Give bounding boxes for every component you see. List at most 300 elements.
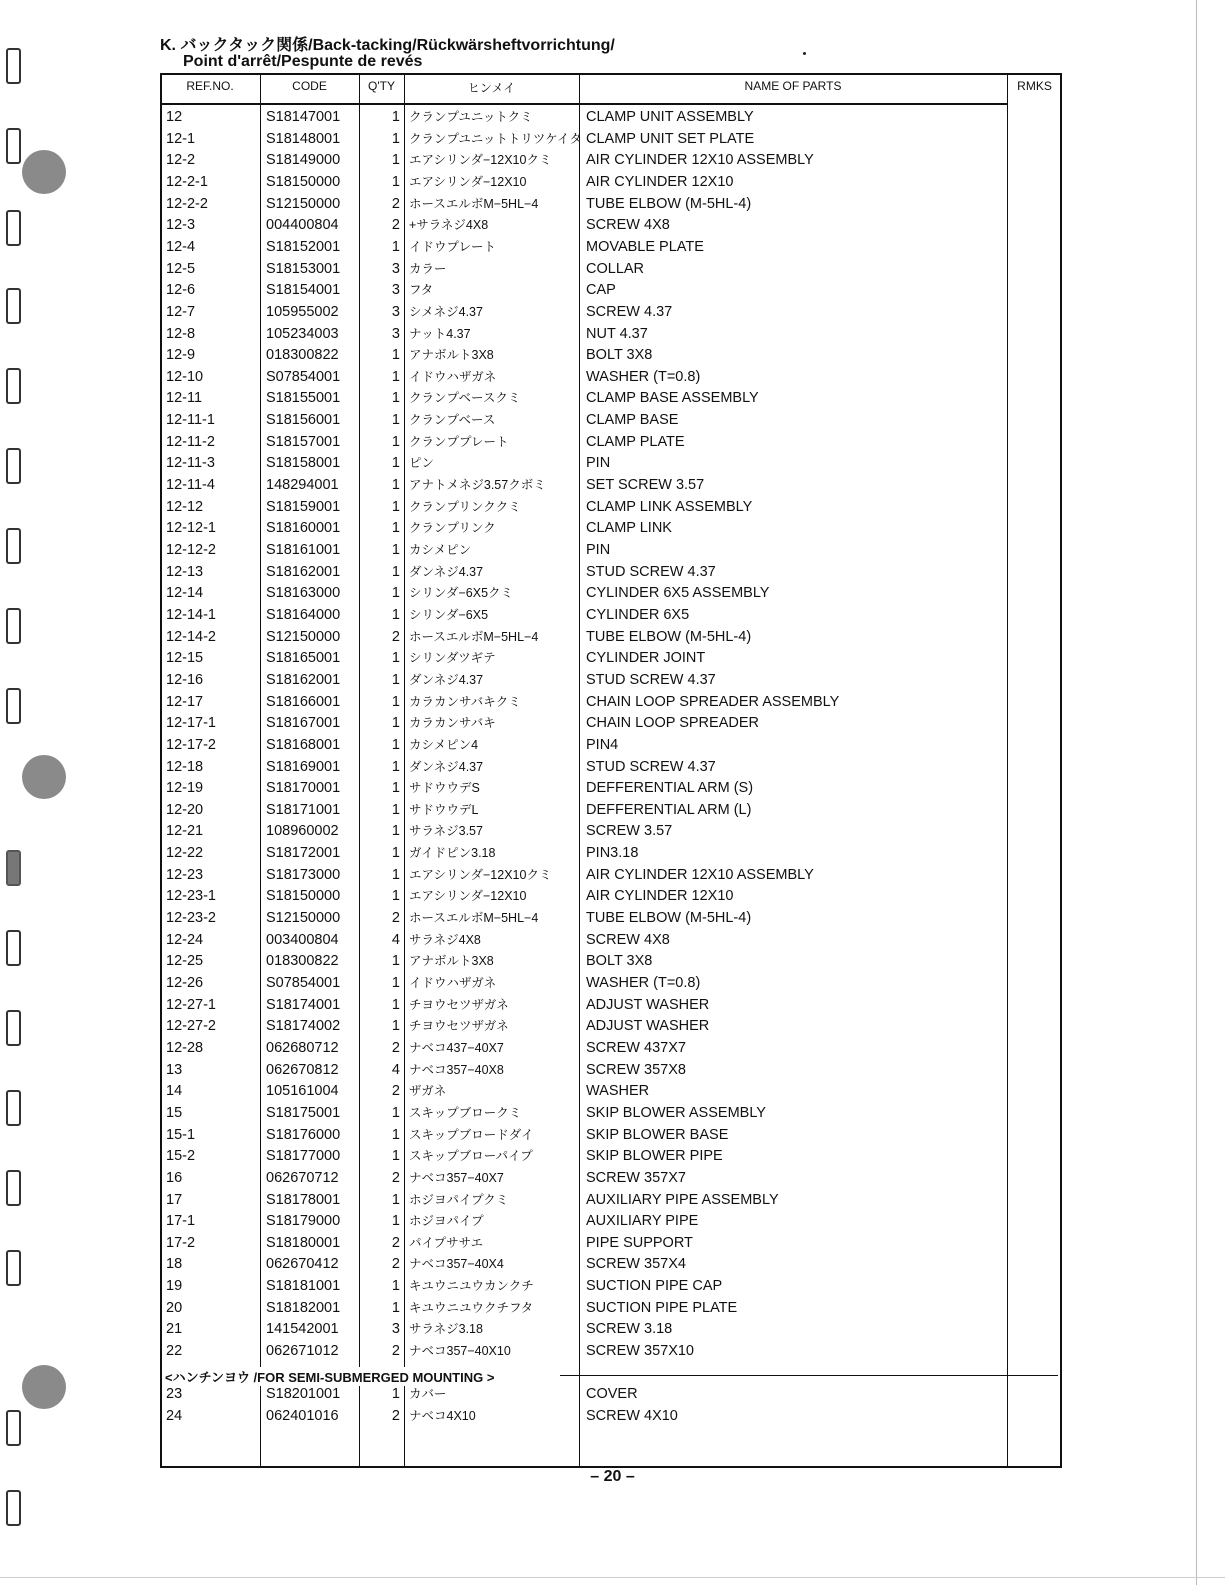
hinmei-cell: イドウプレート bbox=[409, 239, 497, 254]
code-cell: S18178001 bbox=[266, 1191, 341, 1208]
hinmei-cell: カバー bbox=[409, 1387, 447, 1401]
qty-cell: 3 bbox=[391, 303, 400, 320]
punch-mark bbox=[22, 755, 66, 799]
hinmei-cell: ホジヨパイプ bbox=[409, 1214, 484, 1229]
hinmei-cell: カシメピン4 bbox=[409, 737, 479, 752]
ref-cell: 12-1 bbox=[166, 130, 196, 147]
punch-mark bbox=[22, 1365, 66, 1409]
hinmei-cell: ナベコ437−40X7 bbox=[409, 1040, 504, 1055]
ref-cell: 12-11-1 bbox=[166, 412, 215, 429]
qty-cell: 1 bbox=[391, 1191, 400, 1208]
part-name-cell: STUD SCREW 4.37 bbox=[586, 758, 716, 775]
hinmei-cell: シメネジ4.37 bbox=[409, 304, 483, 319]
code-cell: S18157001 bbox=[266, 433, 341, 450]
qty-cell: 1 bbox=[391, 412, 400, 429]
header-name-of-parts: NAME OF PARTS bbox=[744, 79, 842, 93]
hinmei-cell: サドウウデS bbox=[409, 781, 480, 796]
qty-cell: 1 bbox=[391, 671, 400, 688]
code-cell: S18164000 bbox=[266, 606, 341, 623]
qty-cell: 1 bbox=[391, 1299, 400, 1316]
column-divider bbox=[260, 73, 261, 1468]
code-cell: S18163000 bbox=[266, 585, 341, 602]
hinmei-cell: +サラネジ4X8 bbox=[409, 218, 489, 233]
part-name-cell: MOVABLE PLATE bbox=[586, 238, 704, 255]
ref-cell: 12-28 bbox=[166, 1039, 204, 1056]
code-cell: S18201001 bbox=[266, 1386, 341, 1402]
binder-hole bbox=[6, 1170, 21, 1206]
qty-cell: 1 bbox=[391, 455, 400, 472]
header-rule bbox=[160, 103, 1007, 105]
qty-cell: 2 bbox=[391, 910, 400, 927]
qty-cell: 1 bbox=[391, 996, 400, 1013]
ref-cell: 12-20 bbox=[166, 801, 204, 818]
ref-cell: 12-14 bbox=[166, 585, 204, 602]
ref-cell: 12-14-2 bbox=[166, 628, 216, 645]
ref-cell: 22 bbox=[166, 1343, 183, 1360]
part-name-cell: DEFFERENTIAL ARM (L) bbox=[586, 801, 752, 818]
part-name-cell: PIN bbox=[586, 542, 611, 558]
code-cell: S18177000 bbox=[266, 1148, 341, 1165]
ref-cell: 12-11-3 bbox=[166, 455, 215, 472]
qty-cell: 2 bbox=[391, 1039, 400, 1056]
qty-cell: 2 bbox=[391, 628, 400, 645]
part-name-cell: SET SCREW 3.57 bbox=[586, 477, 705, 494]
part-name-cell: SUCTION PIPE CAP bbox=[586, 1278, 723, 1295]
part-name-cell: SKIP BLOWER BASE bbox=[586, 1126, 729, 1143]
hinmei-cell: イドウハザガネ bbox=[409, 369, 497, 384]
code-cell: S18174002 bbox=[266, 1018, 341, 1035]
part-name-cell: CHAIN LOOP SPREADER bbox=[586, 715, 759, 732]
part-name-cell: ADJUST WASHER bbox=[586, 1018, 710, 1035]
hinmei-cell: ホジヨパイプクミ bbox=[409, 1192, 509, 1207]
hinmei-cell: サドウウデL bbox=[409, 802, 479, 817]
qty-cell: 1 bbox=[391, 1213, 400, 1230]
ref-cell: 12-13 bbox=[166, 563, 204, 580]
qty-cell: 3 bbox=[391, 282, 400, 299]
code-cell: S18150000 bbox=[266, 888, 341, 905]
qty-cell: 2 bbox=[391, 1169, 400, 1186]
code-cell: S18180001 bbox=[266, 1234, 341, 1251]
page-edge bbox=[0, 1577, 1225, 1578]
binder-hole bbox=[6, 1490, 21, 1526]
qty-cell: 1 bbox=[391, 1126, 400, 1143]
hinmei-cell: カラカンサバキクミ bbox=[409, 694, 521, 709]
hinmei-cell: ホースエルボM−5HL−4 bbox=[409, 196, 539, 211]
code-cell: 062670712 bbox=[266, 1169, 339, 1186]
hinmei-cell: クランプベース bbox=[409, 413, 496, 428]
code-cell: S18155001 bbox=[266, 390, 341, 407]
ref-cell: 16 bbox=[166, 1169, 183, 1186]
hinmei-cell: カシメピン bbox=[409, 543, 472, 557]
hinmei-cell: キユウニユウクチフタ bbox=[409, 1300, 534, 1315]
code-cell: S12150000 bbox=[266, 195, 341, 212]
code-cell: S18154001 bbox=[266, 282, 341, 299]
part-name-cell: PIPE SUPPORT bbox=[586, 1234, 693, 1251]
code-cell: S12150000 bbox=[266, 910, 341, 927]
code-cell: S18182001 bbox=[266, 1299, 341, 1316]
code-cell: S18147001 bbox=[266, 109, 341, 125]
qty-cell: 1 bbox=[391, 238, 400, 255]
hinmei-cell: ダンネジ4.37 bbox=[409, 672, 484, 687]
code-cell: 018300822 bbox=[266, 347, 339, 364]
qty-cell: 2 bbox=[391, 217, 400, 234]
qty-cell: 1 bbox=[391, 152, 400, 169]
qty-cell: 1 bbox=[391, 520, 400, 537]
code-cell: 105161004 bbox=[266, 1083, 339, 1100]
ref-cell: 18 bbox=[166, 1256, 183, 1273]
hinmei-cell: サラネジ4X8 bbox=[409, 932, 481, 947]
qty-cell: 1 bbox=[391, 542, 400, 558]
part-name-cell: CAP bbox=[586, 282, 616, 299]
hinmei-cell: クランプユニットトリツケイタ bbox=[409, 131, 582, 146]
part-name-cell: CLAMP UNIT SET PLATE bbox=[586, 130, 755, 147]
qty-cell: 1 bbox=[391, 693, 400, 710]
part-name-cell: TUBE ELBOW (M-5HL-4) bbox=[586, 910, 752, 927]
binder-hole bbox=[6, 528, 21, 564]
part-name-cell: SCREW 357X7 bbox=[586, 1169, 686, 1186]
qty-cell: 1 bbox=[391, 347, 400, 364]
binder-hole bbox=[6, 1090, 21, 1126]
code-cell: S18158001 bbox=[266, 455, 341, 472]
code-cell: S18176000 bbox=[266, 1126, 341, 1143]
code-cell: 105955002 bbox=[266, 303, 339, 320]
hinmei-cell: スキップブロークミ bbox=[409, 1105, 522, 1120]
part-name-cell: AUXILIARY PIPE ASSEMBLY bbox=[586, 1191, 779, 1208]
ref-cell: 12-10 bbox=[166, 368, 204, 385]
hinmei-cell: エアシリンダ−12X10クミ bbox=[409, 153, 552, 168]
part-name-cell: CLAMP PLATE bbox=[586, 433, 685, 450]
hinmei-cell: ガイドピン3.18 bbox=[409, 846, 496, 861]
qty-cell: 1 bbox=[391, 477, 400, 494]
punch-mark bbox=[22, 150, 66, 194]
qty-cell: 3 bbox=[391, 260, 400, 277]
qty-cell: 1 bbox=[391, 888, 400, 905]
code-cell: S18166001 bbox=[266, 693, 341, 710]
hinmei-cell: カラカンサバキ bbox=[409, 716, 496, 731]
code-cell: S18175001 bbox=[266, 1104, 341, 1121]
ref-cell: 12-16 bbox=[166, 671, 204, 688]
qty-cell: 2 bbox=[391, 195, 400, 212]
ref-cell: 12-17-1 bbox=[166, 715, 216, 732]
qty-cell: 2 bbox=[391, 1343, 400, 1360]
ref-cell: 15-2 bbox=[166, 1148, 196, 1165]
hinmei-cell: シリンダ−6X5 bbox=[409, 607, 489, 622]
hinmei-cell: ナベコ357−40X10 bbox=[409, 1344, 511, 1359]
ref-cell: 12-27-2 bbox=[166, 1018, 216, 1035]
part-name-cell: WASHER (T=0.8) bbox=[586, 368, 701, 385]
code-cell: S18149000 bbox=[266, 152, 341, 169]
ref-cell: 12-23-1 bbox=[166, 888, 216, 905]
ref-cell: 12-2 bbox=[166, 152, 196, 169]
qty-cell: 1 bbox=[391, 1278, 400, 1295]
qty-cell: 4 bbox=[391, 931, 400, 948]
ref-cell: 12-9 bbox=[166, 347, 196, 364]
qty-cell: 1 bbox=[391, 109, 400, 125]
code-cell: 105234003 bbox=[266, 325, 339, 342]
part-name-cell: CLAMP UNIT ASSEMBLY bbox=[586, 109, 754, 125]
code-cell: 141542001 bbox=[266, 1321, 339, 1338]
part-name-cell: NUT 4.37 bbox=[586, 325, 648, 342]
part-name-cell: AIR CYLINDER 12X10 ASSEMBLY bbox=[586, 866, 814, 883]
code-cell: S18162001 bbox=[266, 671, 341, 688]
code-cell: S18159001 bbox=[266, 498, 341, 515]
hinmei-cell: シリンダツギテ bbox=[409, 651, 496, 666]
hinmei-cell: エアシリンダ−12X10 bbox=[409, 889, 527, 904]
qty-cell: 1 bbox=[391, 975, 400, 991]
part-name-cell: BOLT 3X8 bbox=[586, 953, 653, 970]
qty-cell: 2 bbox=[391, 1234, 400, 1251]
hinmei-cell: クランプリンク bbox=[409, 521, 496, 536]
hinmei-cell: サラネジ3.18 bbox=[409, 1322, 483, 1337]
hinmei-cell: ナット4.37 bbox=[409, 326, 471, 341]
ref-cell: 12-5 bbox=[166, 260, 196, 277]
hinmei-cell: ナベコ4X10 bbox=[409, 1408, 476, 1423]
qty-cell: 1 bbox=[391, 715, 400, 732]
qty-cell: 1 bbox=[391, 498, 400, 515]
binder-hole bbox=[6, 368, 21, 404]
page-edge bbox=[1196, 0, 1197, 1585]
code-cell: 004400804 bbox=[266, 217, 339, 234]
qty-cell: 2 bbox=[391, 1407, 400, 1424]
ref-cell: 12 bbox=[166, 109, 183, 125]
qty-cell: 1 bbox=[391, 1148, 400, 1165]
hinmei-cell: ダンネジ4.37 bbox=[409, 564, 484, 579]
stray-dot bbox=[803, 52, 806, 55]
hinmei-cell: シリンダ−6X5クミ bbox=[409, 586, 514, 601]
code-cell: 062670812 bbox=[266, 1061, 339, 1078]
column-divider bbox=[359, 73, 360, 1468]
ref-cell: 12-11 bbox=[166, 390, 203, 407]
ref-cell: 12-17-2 bbox=[166, 736, 216, 753]
ref-cell: 12-17 bbox=[166, 693, 204, 710]
ref-cell: 12-14-1 bbox=[166, 606, 216, 623]
hinmei-cell: フタ bbox=[409, 283, 434, 298]
ref-cell: 12-22 bbox=[166, 845, 204, 862]
code-cell: 062401016 bbox=[266, 1407, 339, 1424]
code-cell: S18173000 bbox=[266, 866, 341, 883]
qty-cell: 1 bbox=[391, 823, 400, 840]
part-name-cell: SCREW 4X8 bbox=[586, 931, 670, 948]
ref-cell: 12-23 bbox=[166, 866, 204, 883]
part-name-cell: SUCTION PIPE PLATE bbox=[586, 1299, 738, 1316]
ref-cell: 17 bbox=[166, 1191, 183, 1208]
ref-cell: 15-1 bbox=[166, 1126, 196, 1143]
hinmei-cell: ピン bbox=[409, 456, 435, 471]
section-rule bbox=[560, 1375, 1058, 1376]
section-label: <ハンチンヨウ /FOR SEMI-SUBMERGED MOUNTING > bbox=[165, 1367, 498, 1386]
hinmei-cell: ホースエルボM−5HL−4 bbox=[409, 911, 539, 926]
part-name-cell: CYLINDER 6X5 bbox=[586, 606, 690, 623]
part-name-cell: CYLINDER 6X5 ASSEMBLY bbox=[586, 585, 770, 602]
binder-hole bbox=[6, 128, 21, 164]
binder-hole bbox=[6, 688, 21, 724]
qty-cell: 1 bbox=[391, 173, 400, 190]
part-name-cell: CLAMP LINK bbox=[586, 520, 672, 537]
hinmei-cell: アナボルト3X8 bbox=[409, 348, 494, 363]
code-cell: 148294001 bbox=[266, 477, 339, 494]
part-name-cell: SKIP BLOWER ASSEMBLY bbox=[586, 1104, 766, 1121]
hinmei-cell: ザガネ bbox=[409, 1084, 447, 1099]
code-cell: S18171001 bbox=[266, 801, 341, 818]
code-cell: S18167001 bbox=[266, 715, 341, 732]
ref-cell: 12-23-2 bbox=[166, 910, 216, 927]
ref-cell: 13 bbox=[166, 1061, 183, 1078]
part-name-cell: CHAIN LOOP SPREADER ASSEMBLY bbox=[586, 693, 840, 710]
code-cell: S18153001 bbox=[266, 260, 341, 277]
qty-cell: 1 bbox=[391, 606, 400, 623]
column-divider bbox=[1007, 73, 1008, 1468]
qty-cell: 1 bbox=[391, 130, 400, 147]
part-name-cell: CLAMP LINK ASSEMBLY bbox=[586, 498, 753, 515]
ref-cell: 14 bbox=[166, 1083, 183, 1100]
qty-cell: 1 bbox=[391, 736, 400, 753]
hinmei-cell: ナベコ357−40X7 bbox=[409, 1170, 504, 1185]
hinmei-cell: アナトメネジ3.57クボミ bbox=[409, 478, 546, 493]
hinmei-cell: カラー bbox=[409, 261, 447, 276]
part-name-cell: PIN4 bbox=[586, 736, 619, 753]
hinmei-cell: エアシリンダ−12X10 bbox=[409, 174, 527, 189]
ref-cell: 15 bbox=[166, 1104, 183, 1121]
ref-cell: 20 bbox=[166, 1299, 183, 1316]
code-cell: S18160001 bbox=[266, 520, 341, 537]
ref-cell: 12-11-4 bbox=[166, 477, 215, 494]
hinmei-cell: ダンネジ4.37 bbox=[409, 759, 484, 774]
code-cell: S12150000 bbox=[266, 628, 341, 645]
ref-cell: 12-2-2 bbox=[166, 195, 208, 212]
ref-cell: 12-3 bbox=[166, 217, 196, 234]
qty-cell: 1 bbox=[391, 866, 400, 883]
hinmei-cell: クランププレート bbox=[409, 434, 509, 449]
header-rmks: RMKS bbox=[1017, 79, 1052, 93]
part-name-cell: COLLAR bbox=[586, 260, 645, 277]
ref-cell: 12-2-1 bbox=[166, 173, 208, 190]
part-name-cell: AIR CYLINDER 12X10 ASSEMBLY bbox=[586, 152, 814, 169]
hinmei-cell: クランプベースクミ bbox=[409, 391, 521, 406]
hinmei-cell: スキップブローパイプ bbox=[409, 1149, 533, 1164]
part-name-cell: SCREW 357X8 bbox=[586, 1061, 686, 1078]
code-cell: 062671012 bbox=[266, 1343, 339, 1360]
qty-cell: 1 bbox=[391, 650, 400, 667]
part-name-cell: SKIP BLOWER PIPE bbox=[586, 1148, 723, 1165]
qty-cell: 3 bbox=[391, 325, 400, 342]
part-name-cell: PIN bbox=[586, 455, 611, 472]
part-name-cell: STUD SCREW 4.37 bbox=[586, 671, 716, 688]
part-name-cell: CYLINDER JOINT bbox=[586, 650, 706, 667]
code-cell: S18150000 bbox=[266, 173, 341, 190]
hinmei-cell: スキップブロードダイ bbox=[409, 1127, 534, 1142]
header-hinmei: ヒンメイ bbox=[467, 81, 516, 95]
ref-cell: 12-25 bbox=[166, 953, 204, 970]
qty-cell: 1 bbox=[391, 953, 400, 970]
binder-hole bbox=[6, 48, 21, 84]
part-name-cell: AIR CYLINDER 12X10 bbox=[586, 888, 734, 905]
qty-cell: 1 bbox=[391, 433, 400, 450]
ref-cell: 12-19 bbox=[166, 780, 204, 797]
ref-cell: 12-8 bbox=[166, 325, 196, 342]
ref-cell: 12-12 bbox=[166, 498, 204, 515]
part-name-cell: CLAMP BASE bbox=[586, 412, 679, 429]
ref-cell: 21 bbox=[166, 1321, 183, 1338]
hinmei-cell: ナベコ357−40X4 bbox=[409, 1257, 504, 1272]
binder-hole bbox=[6, 210, 21, 246]
header-qty: Q'TY bbox=[368, 79, 395, 93]
part-name-cell: WASHER (T=0.8) bbox=[586, 975, 701, 991]
column-divider bbox=[404, 73, 405, 1468]
part-name-cell: STUD SCREW 4.37 bbox=[586, 563, 716, 580]
column-divider bbox=[579, 73, 580, 1468]
code-cell: 003400804 bbox=[266, 931, 339, 948]
qty-cell: 1 bbox=[391, 1386, 400, 1402]
hinmei-cell: サラネジ3.57 bbox=[409, 824, 483, 839]
hinmei-cell: チヨウセツザガネ bbox=[409, 997, 509, 1012]
qty-cell: 1 bbox=[391, 801, 400, 818]
hinmei-cell: パイプササエ bbox=[409, 1235, 484, 1250]
hinmei-cell: イドウハザガネ bbox=[409, 976, 497, 990]
part-name-cell: SCREW 357X4 bbox=[586, 1256, 686, 1273]
qty-cell: 1 bbox=[391, 758, 400, 775]
qty-cell: 1 bbox=[391, 390, 400, 407]
code-cell: S07854001 bbox=[266, 368, 341, 385]
code-cell: S18152001 bbox=[266, 238, 341, 255]
part-name-cell: SCREW 4X10 bbox=[586, 1407, 678, 1424]
ref-cell: 12-15 bbox=[166, 650, 204, 667]
binder-hole bbox=[6, 1250, 21, 1286]
part-name-cell: SCREW 357X10 bbox=[586, 1343, 694, 1360]
ref-cell: 23 bbox=[166, 1386, 183, 1402]
ref-cell: 12-26 bbox=[166, 975, 204, 991]
binder-hole bbox=[6, 850, 21, 886]
code-cell: S18161001 bbox=[266, 542, 341, 558]
hinmei-cell: キユウニユウカンクチ bbox=[409, 1279, 534, 1294]
qty-cell: 1 bbox=[391, 585, 400, 602]
code-cell: S18172001 bbox=[266, 845, 341, 862]
part-name-cell: SCREW 3.18 bbox=[586, 1321, 673, 1338]
page-number: – 20 – bbox=[590, 1468, 635, 1485]
part-name-cell: SCREW 3.57 bbox=[586, 823, 673, 840]
binder-hole bbox=[6, 930, 21, 966]
part-name-cell: SCREW 4.37 bbox=[586, 303, 673, 320]
ref-cell: 12-27-1 bbox=[166, 996, 216, 1013]
ref-cell: 12-4 bbox=[166, 238, 196, 255]
part-name-cell: SCREW 437X7 bbox=[586, 1039, 686, 1056]
page-subtitle: Point d'arrêt/Pespunte de revés bbox=[183, 53, 423, 70]
part-name-cell: BOLT 3X8 bbox=[586, 347, 653, 364]
ref-cell: 12-24 bbox=[166, 931, 204, 948]
qty-cell: 2 bbox=[391, 1083, 400, 1100]
part-name-cell: TUBE ELBOW (M-5HL-4) bbox=[586, 195, 752, 212]
part-name-cell: AIR CYLINDER 12X10 bbox=[586, 173, 734, 190]
code-cell: S18168001 bbox=[266, 736, 341, 753]
part-name-cell: PIN3.18 bbox=[586, 845, 639, 862]
header-code: CODE bbox=[292, 79, 327, 93]
part-name-cell: SCREW 4X8 bbox=[586, 217, 670, 234]
code-cell: 062670412 bbox=[266, 1256, 339, 1273]
header-ref-no: REF.NO. bbox=[186, 79, 234, 93]
hinmei-cell: ナベコ357−40X8 bbox=[409, 1062, 504, 1077]
ref-cell: 12-21 bbox=[166, 823, 204, 840]
qty-cell: 1 bbox=[391, 563, 400, 580]
ref-cell: 12-11-2 bbox=[166, 433, 215, 450]
code-cell: S18174001 bbox=[266, 996, 341, 1013]
part-name-cell: ADJUST WASHER bbox=[586, 996, 710, 1013]
hinmei-cell: チヨウセツザガネ bbox=[409, 1019, 509, 1034]
qty-cell: 1 bbox=[391, 1018, 400, 1035]
code-cell: 062680712 bbox=[266, 1039, 339, 1056]
qty-cell: 1 bbox=[391, 1104, 400, 1121]
qty-cell: 1 bbox=[391, 845, 400, 862]
part-name-cell: DEFFERENTIAL ARM (S) bbox=[586, 780, 754, 797]
hinmei-cell: ホースエルボM−5HL−4 bbox=[409, 629, 539, 644]
